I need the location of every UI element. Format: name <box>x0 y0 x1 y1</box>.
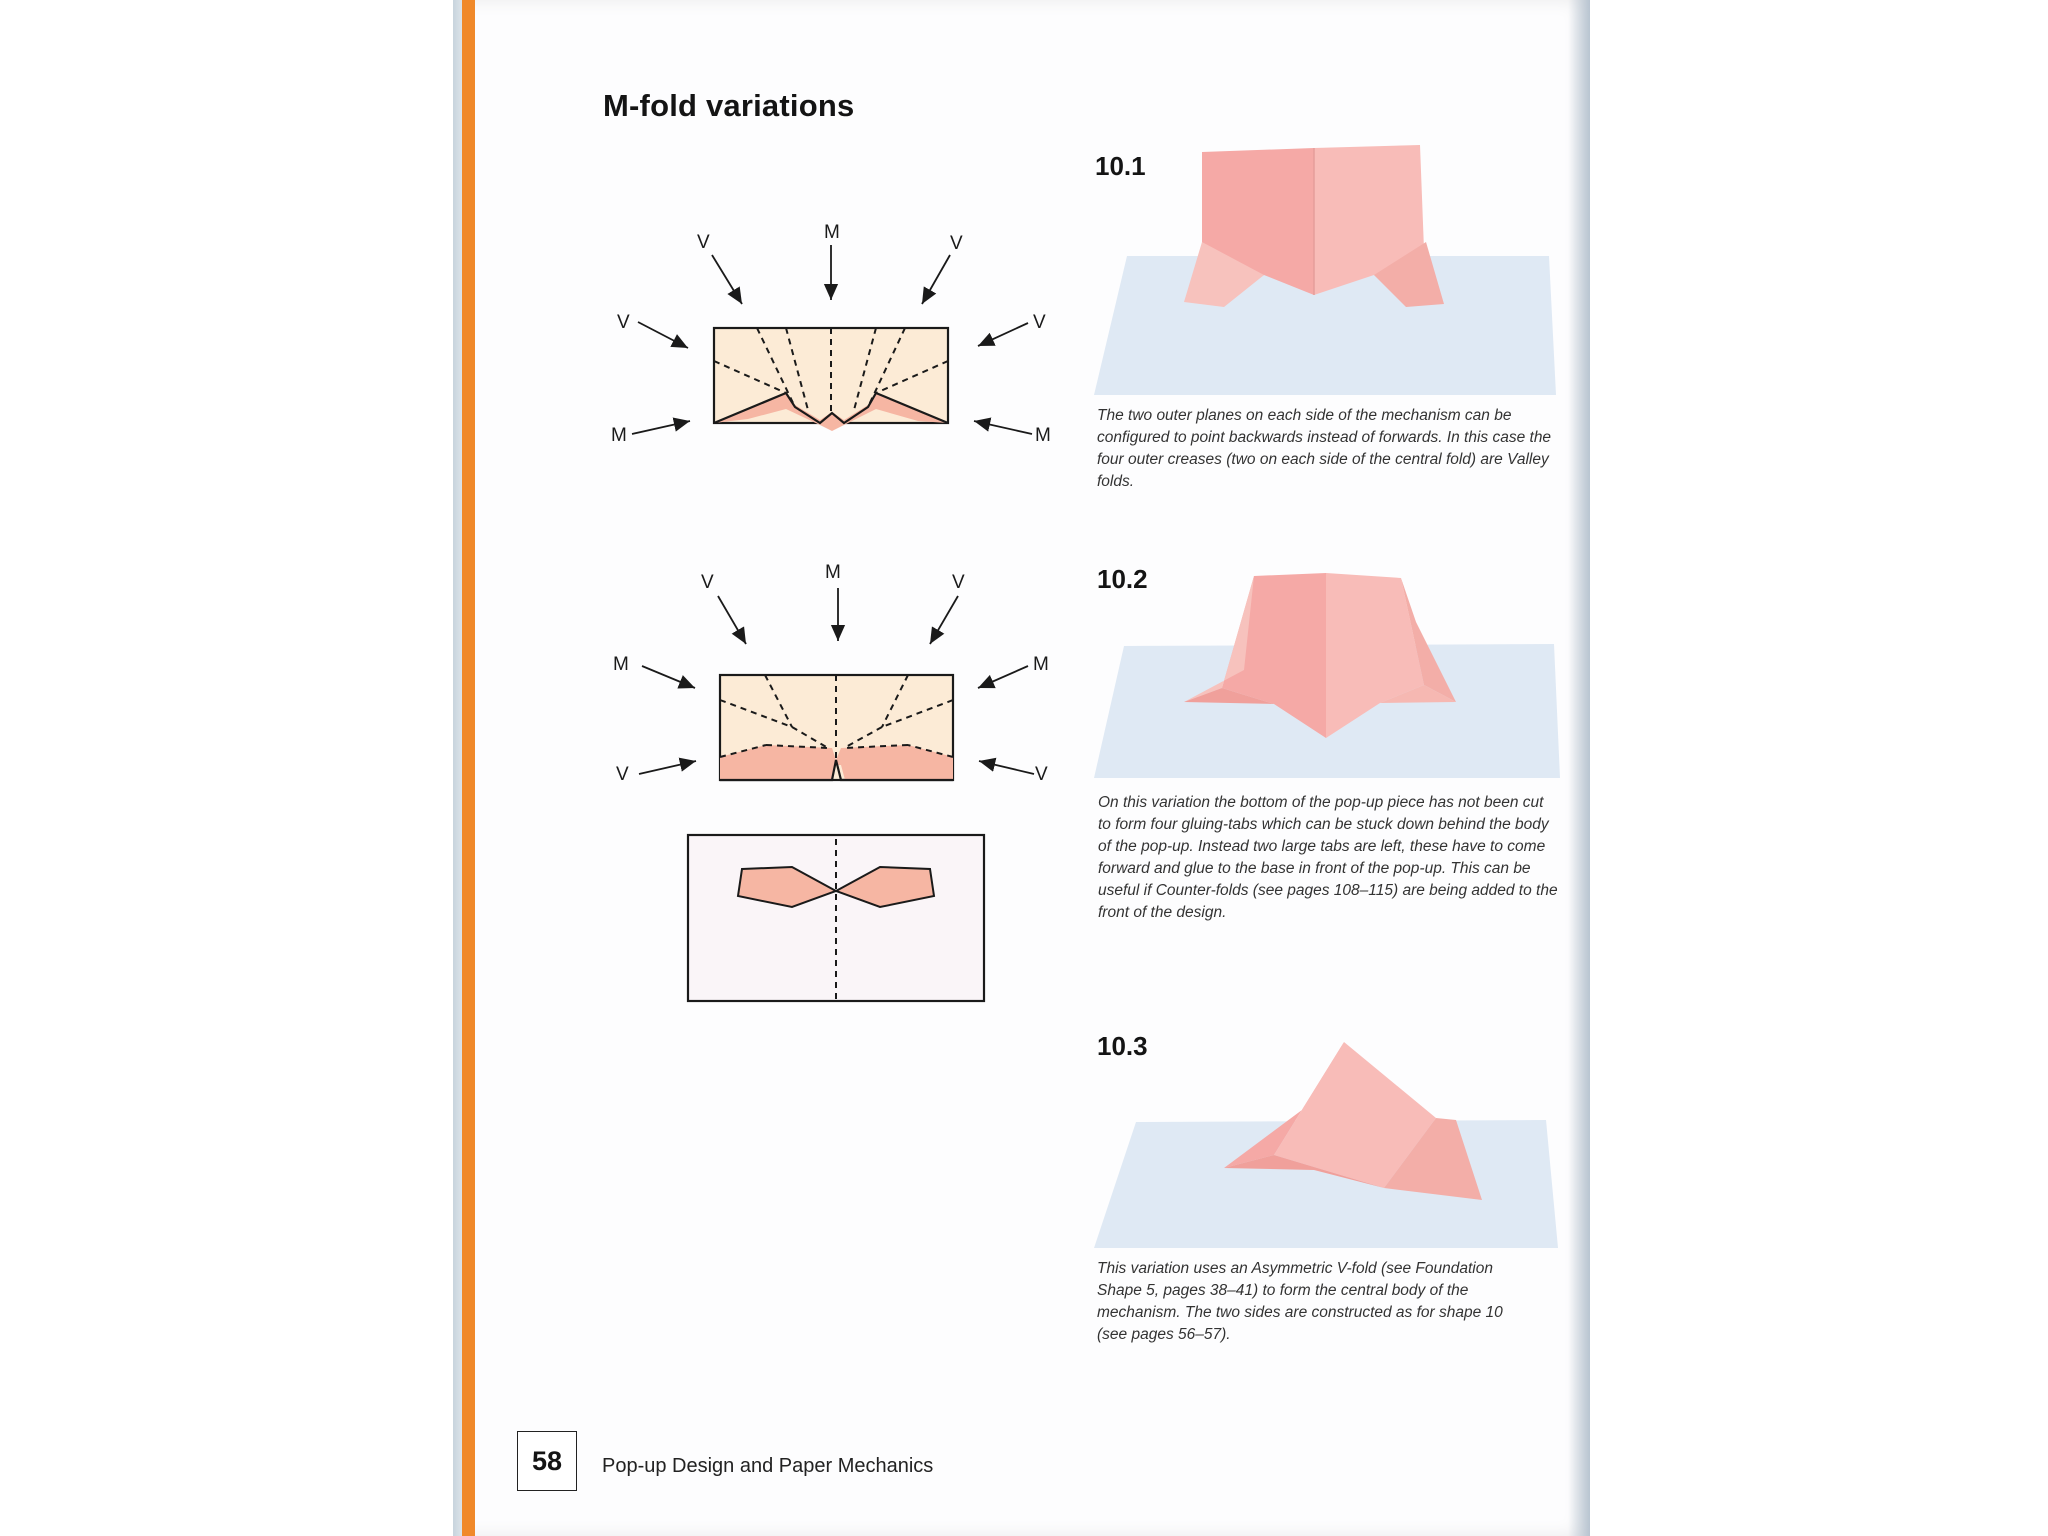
figure-number: 10.1 <box>1095 151 1146 181</box>
page-spine-shadow <box>1568 0 1590 1536</box>
label-v: V <box>1033 312 1046 333</box>
label-v: V <box>617 312 630 333</box>
label-v: V <box>616 764 629 785</box>
label-m: M <box>825 562 841 583</box>
label-m: M <box>611 425 627 446</box>
label-m: M <box>824 222 840 243</box>
photo-10-2 <box>1094 570 1560 782</box>
label-m: M <box>1035 425 1051 446</box>
page-title: M-fold variations <box>603 88 855 123</box>
label-m: M <box>613 654 629 675</box>
label-v: V <box>701 572 714 593</box>
photo-10-3 <box>1094 1040 1560 1250</box>
diagram-10-1 <box>600 215 1070 465</box>
photo-10-1 <box>1094 142 1558 397</box>
label-v: V <box>950 233 963 254</box>
figure-number: 10.2 <box>1097 564 1148 594</box>
label-v: V <box>952 572 965 593</box>
figure-caption: The two outer planes on each side of the mechanism can be configured to point backwards instead of forwards. In this case the four outer creases (two on each side of the central fold) are Valley folds. <box>1097 407 1552 490</box>
label-m: M <box>1033 654 1049 675</box>
book-title: Pop-up Design and Paper Mechanics <box>602 1455 934 1477</box>
page-number: 58 <box>517 1431 577 1491</box>
figure-caption: This variation uses an Asymmetric V-fold (see Foundation Shape 5, pages 38–41) to form the central body of the mechanism. The two sides are constructed as for shape 10 (see pages 56–57). <box>1097 1260 1503 1343</box>
diagram-base-card <box>686 833 986 1003</box>
orange-edge-strip <box>462 0 475 1536</box>
label-v: V <box>697 232 710 253</box>
figure-caption: On this variation the bottom of the pop-up piece has not been cut to form four gluing-tabs which can be stuck down behind the body of the pop-up. Instead two large tabs are left, these have to come forward and glue to the base in front of the pop-up. This can be useful if Counter-folds (see pages 108–115) are being added to the front of the design. <box>1098 794 1558 921</box>
figure-number: 10.3 <box>1097 1031 1148 1061</box>
label-v: V <box>1035 764 1048 785</box>
diagram-10-2 <box>600 560 1070 800</box>
